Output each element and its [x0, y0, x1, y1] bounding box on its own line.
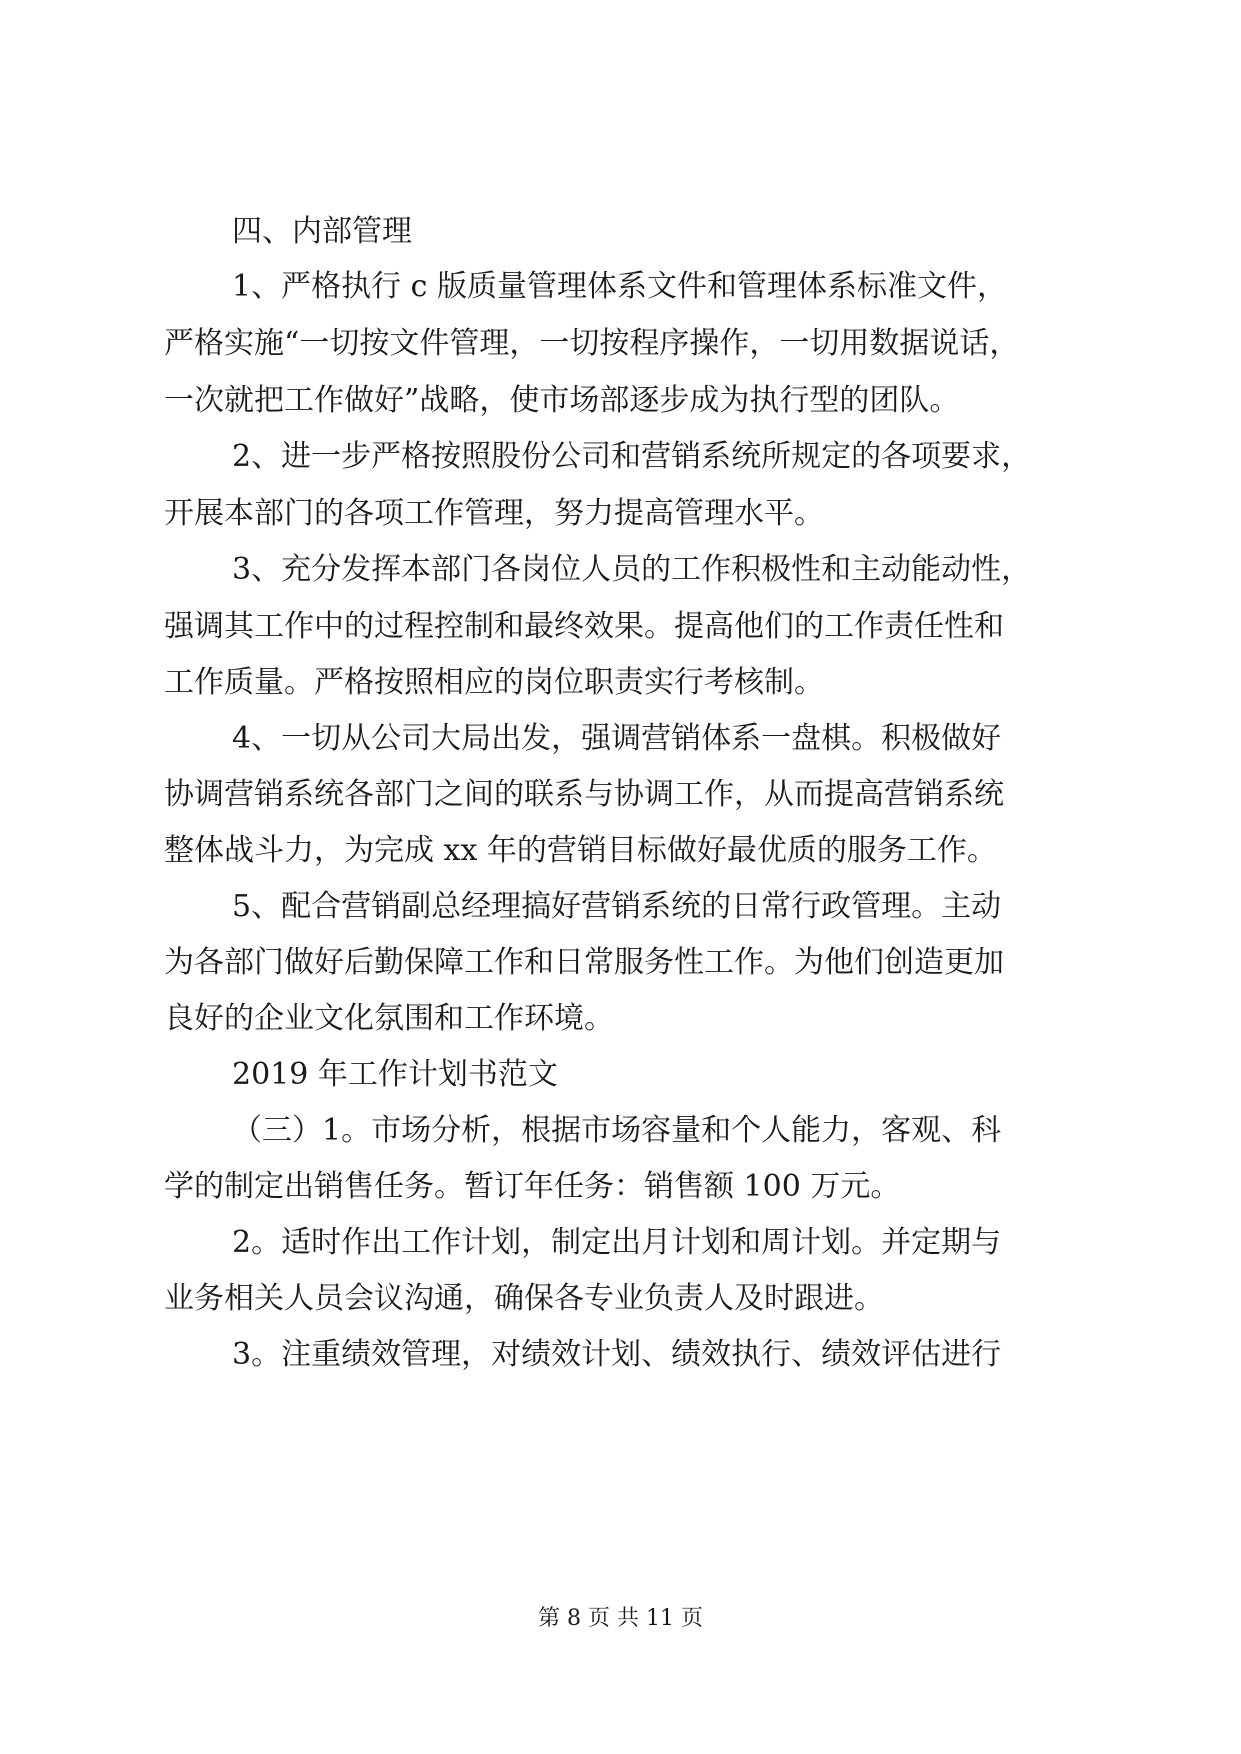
- paragraph-line: 开展本部门的各项工作管理，努力提高管理水平。: [164, 496, 824, 531]
- paragraph-line: 3。注重绩效管理，对绩效计划、绩效执行、绩效评估进行: [232, 1337, 1002, 1372]
- paragraph-line: 整体战斗力，为完成 xx 年的营销目标做好最优质的服务工作。: [164, 833, 997, 868]
- paragraph-line: 业务相关人员会议沟通，确保各专业负责人及时跟进。: [164, 1281, 884, 1316]
- paragraph-line: 5、配合营销副总经理搞好营销系统的日常行政管理。主动: [232, 889, 1002, 924]
- section-heading: 四、内部管理: [232, 214, 412, 249]
- paragraph-line: 4、一切从公司大局出发，强调营销体系一盘棋。积极做好: [232, 721, 1002, 756]
- paragraph-line: 一次就把工作做好”战略，使市场部逐步成为执行型的团队。: [164, 383, 960, 418]
- paragraph-line: 强调其工作中的过程控制和最终效果。提高他们的工作责任性和: [164, 609, 1004, 644]
- paragraph-line: 1、严格执行 c 版质量管理体系文件和管理体系标准文件，: [232, 269, 1007, 304]
- paragraph-line: 协调营销系统各部门之间的联系与协调工作，从而提高营销系统: [164, 777, 1004, 812]
- paragraph-line: （三）1。市场分析，根据市场容量和个人能力，客观、科: [232, 1113, 1002, 1148]
- paragraph-line: 学的制定出销售任务。暂订年任务：销售额 100 万元。: [164, 1169, 901, 1204]
- paragraph-line: 严格实施“一切按文件管理，一切按程序操作，一切用数据说话，: [164, 326, 1020, 361]
- page-number-footer: 第 8 页 共 11 页: [538, 1606, 703, 1631]
- paragraph-line: 工作质量。严格按照相应的岗位职责实行考核制。: [164, 665, 824, 700]
- paragraph-line: 2。适时作出工作计划，制定出月计划和周计划。并定期与: [232, 1225, 1002, 1260]
- paragraph-line: 2、进一步严格按照股份公司和营销系统所规定的各项要求，: [232, 439, 1032, 474]
- section-heading: 2019 年工作计划书范文: [232, 1057, 558, 1092]
- paragraph-line: 良好的企业文化氛围和工作环境。: [164, 1001, 614, 1036]
- paragraph-line: 为各部门做好后勤保障工作和日常服务性工作。为他们创造更加: [164, 945, 1004, 980]
- paragraph-line: 3、充分发挥本部门各岗位人员的工作积极性和主动能动性，: [232, 552, 1032, 587]
